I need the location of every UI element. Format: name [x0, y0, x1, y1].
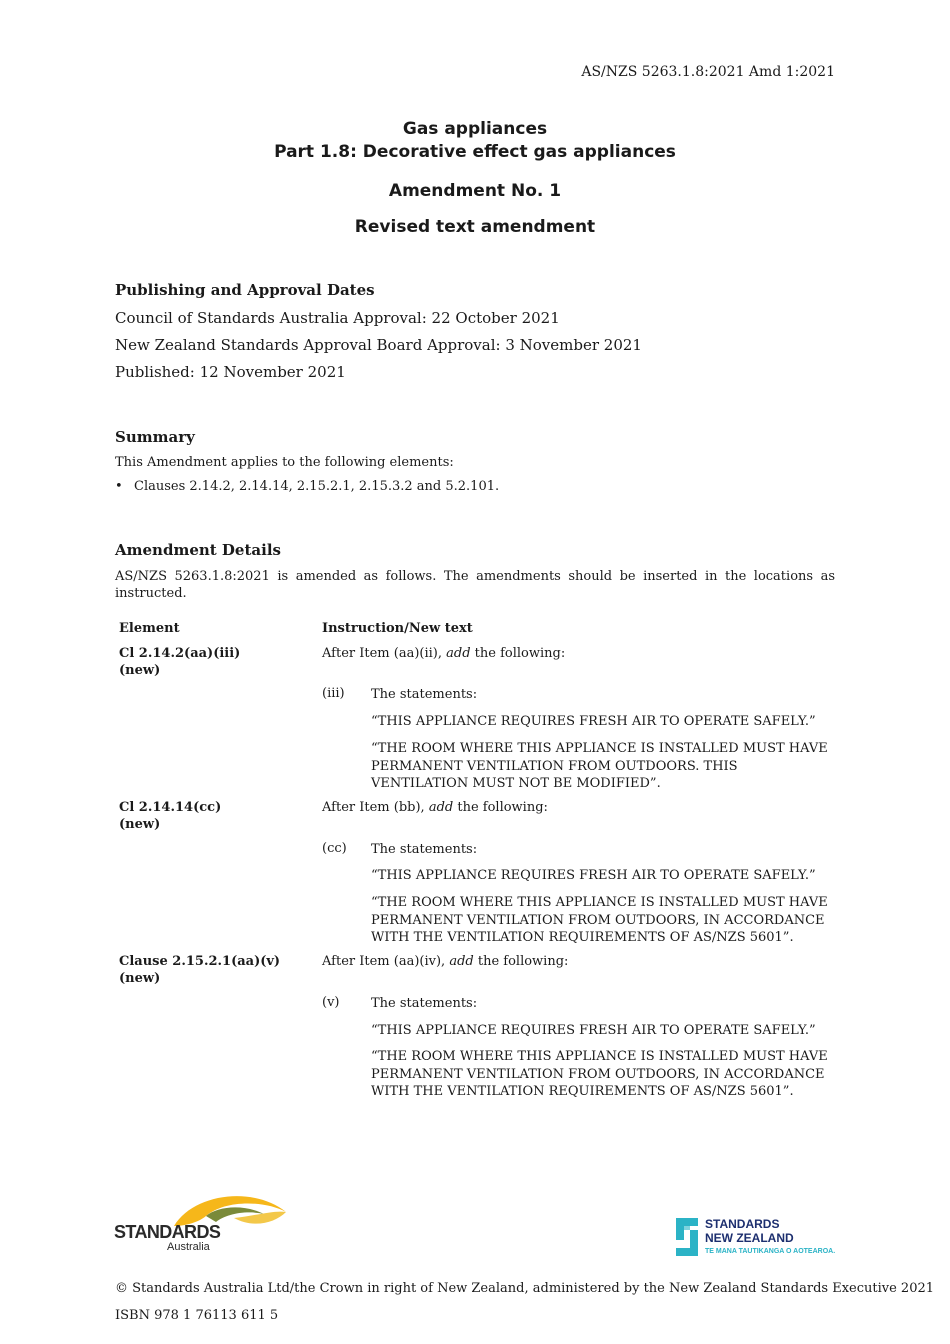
- snz-line-1: STANDARDS: [705, 1217, 780, 1231]
- isbn: ISBN 978 1 76113 611 5: [115, 1308, 279, 1323]
- instruction-pre: After Item (aa)(iv),: [322, 954, 450, 969]
- element-clause: Cl 2.14.14(cc): [119, 800, 222, 815]
- column-header-instruction: Instruction/New text: [322, 621, 473, 636]
- instruction-post: the following:: [470, 646, 566, 661]
- element-clause: Clause 2.15.2.1(aa)(v): [119, 954, 281, 969]
- item-label: (iii): [322, 686, 345, 701]
- item-text: The statements:: [371, 996, 478, 1011]
- snz-mark-icon: [676, 1218, 698, 1256]
- standards-australia-logo: [114, 1188, 289, 1254]
- summary-bullet-text: Clauses 2.14.2, 2.14.14, 2.15.2.1, 2.15.3.2 and 5.2.101.: [134, 479, 500, 494]
- table-row-instruction: [322, 953, 568, 970]
- amendment-number: Amendment No. 1: [388, 181, 562, 201]
- sa-wordmark: STANDARDS: [114, 1222, 221, 1242]
- summary-intro: This Amendment applies to the following elements:: [115, 455, 454, 470]
- instruction-pre: After Item (aa)(ii),: [322, 646, 447, 661]
- snz-line-2: NEW ZEALAND: [705, 1231, 794, 1245]
- details-section: [115, 541, 835, 602]
- instruction-post: the following:: [453, 800, 548, 815]
- summary-section: [115, 428, 835, 494]
- title-line-1: Gas appliances: [402, 119, 548, 139]
- nz-board-approval: New Zealand Standards Approval Board Approval: 3 November 2021: [115, 336, 642, 354]
- snz-line-3: TE MANA TAUTIKANGA O AOTEAROA.: [705, 1248, 836, 1255]
- instruction-post: the following:: [473, 954, 569, 969]
- council-approval: Council of Standards Australia Approval: 22 October 2021: [115, 309, 560, 327]
- item-quote-1: “THIS APPLIANCE REQUIRES FRESH AIR TO OPERATE SAFELY.”: [371, 868, 816, 883]
- table-row-instruction: [322, 799, 548, 816]
- element-clause: Cl 2.14.2(aa)(iii): [119, 646, 241, 661]
- instruction-add: add: [446, 646, 471, 661]
- published-date: Published: 12 November 2021: [115, 363, 346, 381]
- document-reference: AS/NZS 5263.1.8:2021 Amd 1:2021: [581, 64, 835, 80]
- item-quote-2: “THE ROOM WHERE THIS APPLIANCE IS INSTALLED MUST HAVE PERMANENT VENTILATION FROM OUTDOORS, IN ACCORDANCE WITH THE VENTILATION REQUIREMENTS OF AS/NZS 5601”.: [371, 895, 828, 945]
- publishing-heading: Publishing and Approval Dates: [115, 281, 375, 299]
- instruction-add: add: [428, 800, 454, 815]
- copyright-notice: © Standards Australia Ltd/the Crown in right of New Zealand, administered by the New Zealand Standards Executive 2021: [115, 1281, 935, 1296]
- table-row-element: [119, 645, 240, 679]
- summary-bullet: [115, 479, 835, 494]
- bullet-dot: •: [115, 479, 123, 494]
- title-line-2: Part 1.8: Decorative effect gas appliances: [274, 142, 676, 162]
- title-block: [0, 118, 950, 237]
- summary-heading: Summary: [115, 428, 195, 446]
- item-quote-2: “THE ROOM WHERE THIS APPLIANCE IS INSTALLED MUST HAVE PERMANENT VENTILATION FROM OUTDOORS, IN ACCORDANCE WITH THE VENTILATION REQUIREMENTS OF AS/NZS 5601”.: [371, 1049, 828, 1099]
- amendment-type: Revised text amendment: [354, 217, 596, 237]
- item-quote-1: “THIS APPLIANCE REQUIRES FRESH AIR TO OPERATE SAFELY.”: [371, 1023, 816, 1038]
- table-row-instruction: [322, 645, 565, 662]
- item-label: (v): [322, 995, 340, 1010]
- element-new: (new): [119, 663, 161, 678]
- item-quote-1: “THIS APPLIANCE REQUIRES FRESH AIR TO OPERATE SAFELY.”: [371, 714, 816, 729]
- sa-subword: Australia: [167, 1241, 210, 1253]
- table-row-element: [119, 799, 221, 833]
- instruction-pre: After Item (bb),: [322, 800, 429, 815]
- publishing-section: [115, 281, 835, 381]
- item-text: The statements:: [371, 687, 478, 702]
- details-heading: Amendment Details: [115, 541, 281, 559]
- element-new: (new): [119, 817, 161, 832]
- details-intro: AS/NZS 5263.1.8:2021 is amended as follows. The amendments should be inserted in the locations as instructed.: [115, 569, 835, 601]
- table-row-element: [119, 953, 280, 987]
- item-text: The statements:: [371, 842, 478, 857]
- element-new: (new): [119, 971, 161, 986]
- item-quote-2: “THE ROOM WHERE THIS APPLIANCE IS INSTALLED MUST HAVE PERMANENT VENTILATION FROM OUTDOORS. THIS VENTILATION MUST NOT BE MODIFIED”.: [371, 741, 828, 791]
- standards-new-zealand-logo: [676, 1216, 841, 1258]
- instruction-add: add: [449, 954, 474, 969]
- column-header-element: Element: [119, 621, 180, 636]
- item-label: (cc): [322, 841, 347, 856]
